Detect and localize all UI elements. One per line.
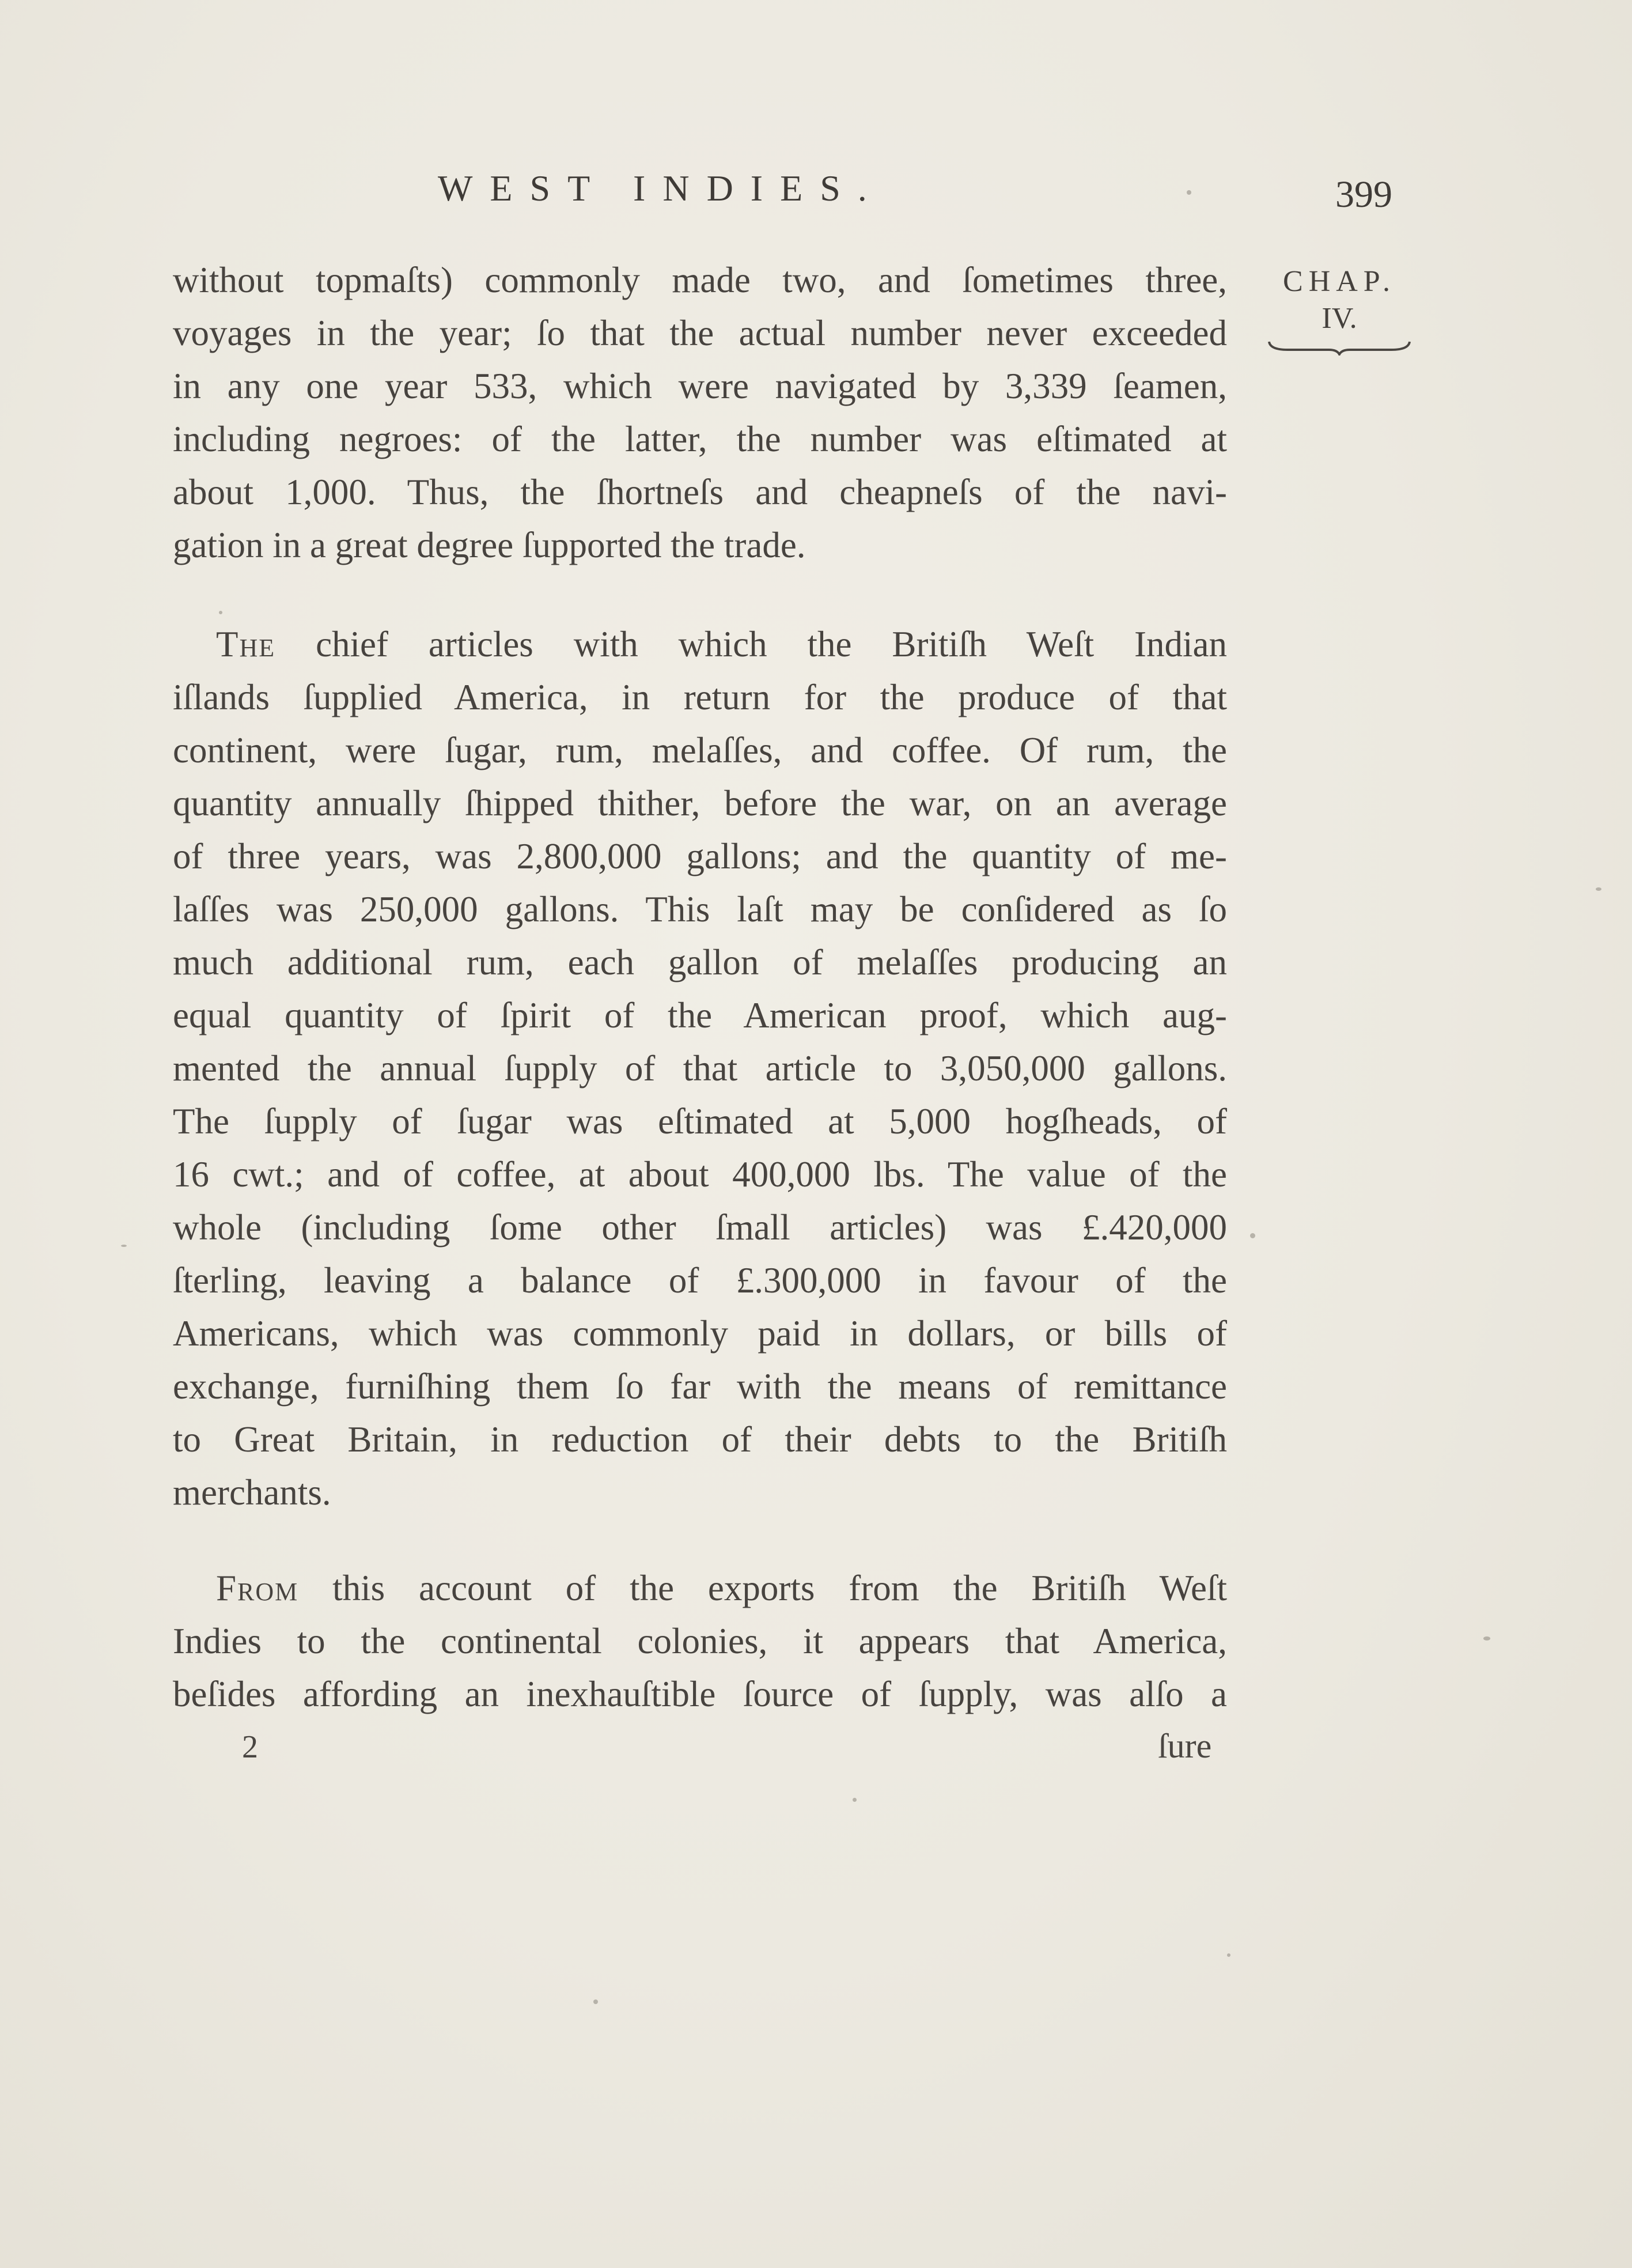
text-line: much additional rum, each gallon of melaſſes producing an xyxy=(173,942,1227,982)
text-line: 16 cwt.; and of coffee, at about 400,000 lbs. The value of the xyxy=(173,1154,1227,1195)
text-line: exchange, furniſhing them ſo far with the means of remittance xyxy=(173,1366,1227,1407)
paper-speck xyxy=(1227,1953,1230,1957)
text-line: mented the annual ſupply of that article to 3,050,000 gallons. xyxy=(173,1048,1227,1088)
text-line: Indies to the continental colonies, it appears that America, xyxy=(173,1621,1227,1661)
paper-speck xyxy=(219,611,222,614)
margin-chap-label: CHAP. xyxy=(1283,265,1396,298)
paper-speck xyxy=(1596,887,1601,891)
paragraph-2 xyxy=(173,618,1227,1519)
text-line: Americans, which was commonly paid in dollars, or bills of xyxy=(173,1313,1227,1354)
catchword: ſure xyxy=(1158,1727,1212,1765)
page-number: 399 xyxy=(1335,173,1392,216)
signature-mark: 2 xyxy=(242,1729,258,1765)
text-line: continent, were ſugar, rum, melaſſes, and coffee. Of rum, the xyxy=(173,730,1227,770)
text-line: without topmaſts) commonly made two, and ſometimes three, xyxy=(173,260,1227,300)
running-head: WEST INDIES. xyxy=(438,168,884,209)
text-line-rest: chief articles with which the Britiſh Weſt Indian xyxy=(275,624,1227,664)
paper-speck xyxy=(121,1245,127,1247)
text-line-rest: this account of the exports from the Britiſh Weſt xyxy=(298,1568,1227,1608)
paragraph-3 xyxy=(173,1562,1227,1721)
paragraph-lead-word: From xyxy=(216,1568,299,1608)
text-line-first xyxy=(173,1562,1227,1615)
text-line: iſlands ſupplied America, in return for the produce of that xyxy=(173,677,1227,717)
text-line: beſides affording an inexhauſtible ſource of ſupply, was alſo a xyxy=(173,1674,1227,1714)
text-line: in any one year 533, which were navigated by 3,339 ſeamen, xyxy=(173,366,1227,406)
paper-speck xyxy=(1187,190,1191,195)
paper-speck xyxy=(1250,1233,1255,1238)
text-line: merchants. xyxy=(173,1472,331,1513)
text-line: including negroes: of the latter, the number was eſtimated at xyxy=(173,419,1227,459)
text-line: to Great Britain, in reduction of their debts to the Britiſh xyxy=(173,1419,1227,1460)
text-line: of three years, was 2,800,000 gallons; and the quantity of me- xyxy=(173,836,1227,876)
margin-chapter-note xyxy=(1262,262,1417,356)
text-line: equal quantity of ſpirit of the American proof, which aug- xyxy=(173,995,1227,1035)
paper-speck xyxy=(1483,1636,1490,1640)
paper-speck xyxy=(853,1798,857,1802)
text-line: about 1,000. Thus, the ſhortneſs and cheapneſs of the navi- xyxy=(173,472,1227,512)
paper-speck xyxy=(593,1999,598,2004)
margin-chap-number: IV. xyxy=(1321,302,1357,335)
paragraph-lead-word: The xyxy=(216,624,276,664)
paragraph-1 xyxy=(173,254,1227,572)
text-line: voyages in the year; ſo that the actual number never exceeded xyxy=(173,313,1227,353)
text-line: whole (including ſome other ſmall articles) was £.420,000 xyxy=(173,1207,1227,1248)
text-line: ſterling, leaving a balance of £.300,000 in favour of the xyxy=(173,1260,1227,1301)
text-line: quantity annually ſhipped thither, before the war, on an average xyxy=(173,783,1227,823)
text-line: gation in a great degree ſupported the trade. xyxy=(173,525,806,565)
text-line: laſſes was 250,000 gallons. This laſt may be conſidered as ſo xyxy=(173,889,1227,929)
brace-ornament-icon xyxy=(1264,338,1414,356)
text-line-first xyxy=(173,618,1227,671)
text-line: The ſupply of ſugar was eſtimated at 5,000 hogſheads, of xyxy=(173,1101,1227,1141)
